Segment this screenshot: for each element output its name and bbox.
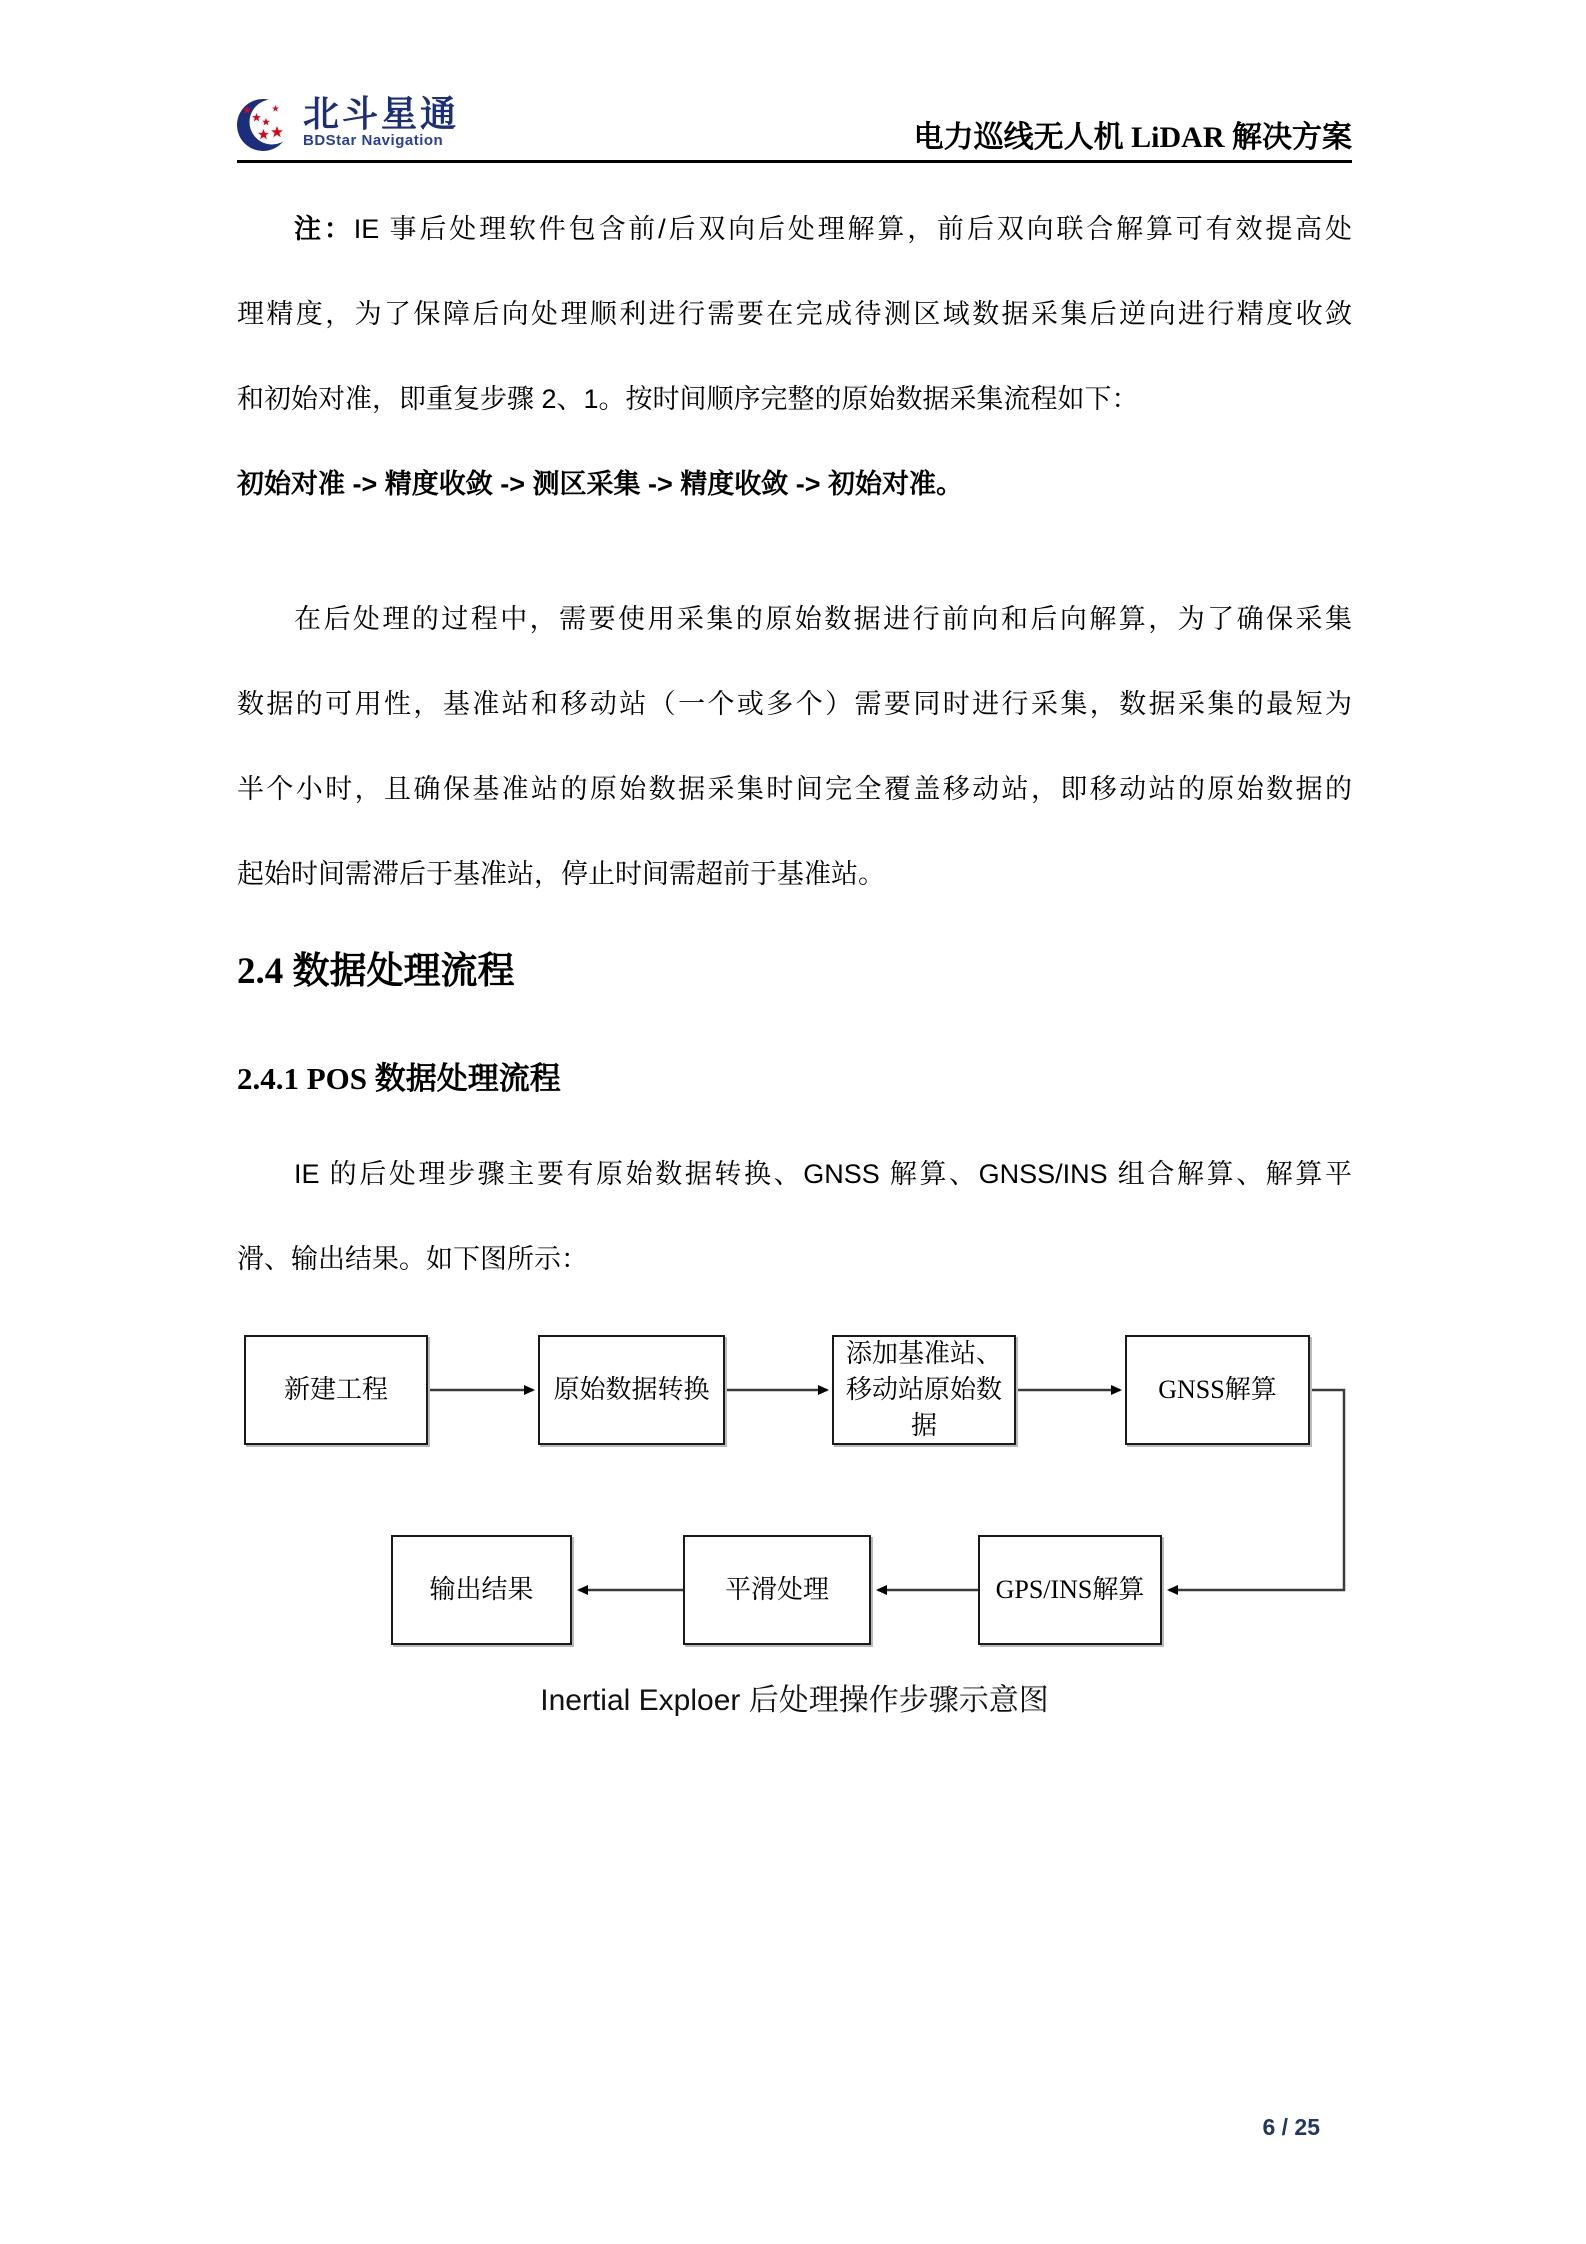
text-line: 注：IE 事后处理软件包含前/后双向后处理解算，前后双向联合解算可有效提高处 xyxy=(294,214,1352,244)
body-text-lines xyxy=(237,187,1352,1302)
flow-box-output-result: 输出结果 xyxy=(391,1535,572,1645)
flow-box-gnss-solution: GNSS解算 xyxy=(1125,1335,1310,1445)
flow-box-gps-ins-solution: GPS/INS解算 xyxy=(978,1535,1162,1645)
subsection-heading: 2.4.1 POS 数据处理流程 xyxy=(237,1061,561,1096)
text-line: 起始时间需滞后于基准站，停止时间需超前于基准站。 xyxy=(237,859,885,889)
logo-company-subtitle: BDStar Navigation xyxy=(303,132,444,149)
header-rule xyxy=(237,160,1352,163)
section-heading: 2.4 数据处理流程 xyxy=(237,951,515,992)
logo-text xyxy=(303,93,460,149)
text-line: 数据的可用性，基准站和移动站（一个或多个）需要同时进行采集，数据采集的最短为 xyxy=(237,689,1352,719)
flow-box-raw-convert: 原始数据转换 xyxy=(538,1335,725,1445)
logo-company-name: 北斗星通 xyxy=(303,93,460,134)
document-body xyxy=(237,187,1352,1729)
flow-box-add-stations: 添加基准站、移动站原始数据 xyxy=(832,1335,1016,1445)
pos-processing-flowchart xyxy=(237,1302,1352,1657)
text-line: 半个小时，且确保基准站的原始数据采集时间完全覆盖移动站，即移动站的原始数据的 xyxy=(237,774,1352,804)
text-line: 理精度，为了保障后向处理顺利进行需要在完成待测区域数据采集后逆向进行精度收敛 xyxy=(237,299,1352,329)
flow-box-new-project: 新建工程 xyxy=(244,1335,428,1445)
text-line: 滑、输出结果。如下图所示： xyxy=(237,1244,588,1274)
page-number: 6 / 25 xyxy=(1262,2114,1320,2140)
text-line: IE 的后处理步骤主要有原始数据转换、GNSS 解算、GNSS/INS 组合解算、解算平 xyxy=(294,1159,1352,1189)
text-line: 初始对准 -> 精度收敛 -> 测区采集 -> 精度收敛 -> 初始对准。 xyxy=(237,469,964,499)
text-line: 在后处理的过程中，需要使用采集的原始数据进行前向和后向解算，为了确保采集 xyxy=(294,604,1352,634)
text-line: 和初始对准，即重复步骤 2、1。按时间顺序完整的原始数据采集流程如下： xyxy=(237,384,1139,414)
flow-box-smoothing: 平滑处理 xyxy=(683,1535,871,1645)
flowchart-caption: Inertial Exploer 后处理操作步骤示意图 xyxy=(540,1684,1049,1717)
header-doc-title: 电力巡线无人机 LiDAR 解决方案 xyxy=(913,121,1352,154)
company-logo xyxy=(237,93,460,154)
star-crescent-logo-icon xyxy=(237,96,293,154)
